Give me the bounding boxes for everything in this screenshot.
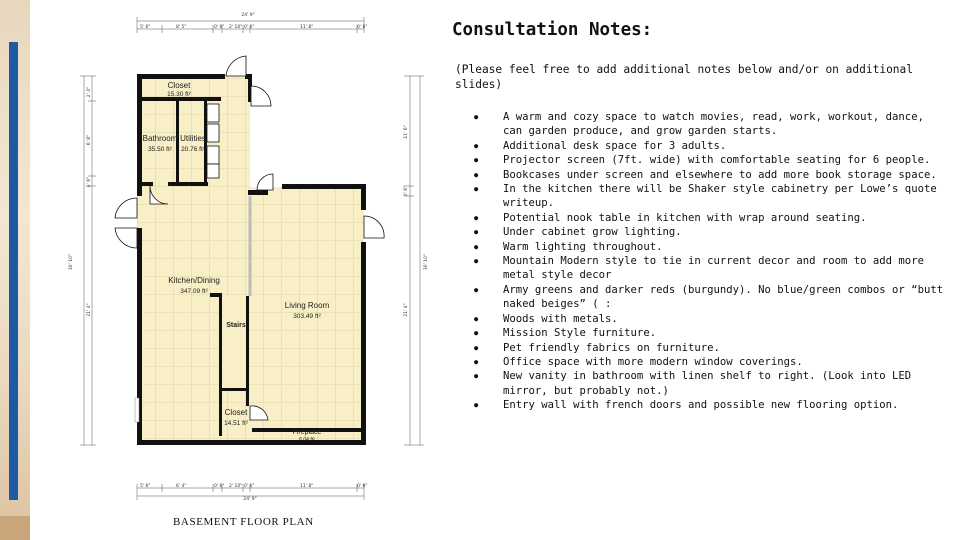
list-item: ● Mission Style furniture. xyxy=(474,326,944,340)
list-item: ● Army greens and darker reds (burgundy). No blue/green combos or “butt naked beiges” ( : xyxy=(474,283,944,312)
closet-top-name: Closet xyxy=(167,81,191,90)
fireplace-name: Fireplace xyxy=(292,429,322,436)
dim-label: 11' 8" xyxy=(300,484,314,489)
notes-list xyxy=(474,110,944,413)
stairs-floor xyxy=(219,296,249,390)
dim-label: 0' 6" xyxy=(214,25,225,30)
dim-label: 0' 6" xyxy=(244,484,255,489)
kitchen-dining-area: 347.09 ft² xyxy=(180,288,208,295)
window xyxy=(135,398,139,422)
kitchen-dining-name: Kitchen/Dining xyxy=(168,276,220,285)
dim-label: 5' 6" xyxy=(140,484,151,489)
dim-label: 8' 5" xyxy=(176,25,187,30)
right-segment-dimensions xyxy=(403,125,409,316)
list-item: ● In the kitchen there will be Shaker style cabinetry per Lowe’s quote writeup. xyxy=(474,182,944,211)
dim-label: 0' 6" xyxy=(244,25,255,30)
closet-bottom-area: 14.51 ft² xyxy=(224,420,248,427)
dim-label: 2' 10" xyxy=(229,484,243,489)
right-overall-dimension: 30' 10" xyxy=(424,253,429,271)
dim-label: 21' 4" xyxy=(87,303,92,317)
notes-title: Consultation Notes: xyxy=(452,20,653,40)
dim-label: 0' 6" xyxy=(87,176,92,188)
closet-doors xyxy=(207,104,219,178)
notes-intro: (Please feel free to add additional notes below and/or on additional slides) xyxy=(455,63,914,91)
list-item: ● Bookcases under screen and elsewhere to add more book storage space. xyxy=(474,168,944,182)
list-item: ● Projector screen (7ft. wide) with comfortable seating for 6 people. xyxy=(474,153,944,167)
bathroom-name: Bathroom xyxy=(142,134,178,143)
utilities-area: 20.76 ft² xyxy=(181,146,205,153)
basement-floor-plan xyxy=(69,8,430,502)
dim-label: 6' 8" xyxy=(87,134,92,146)
dim-label: 0' 6" xyxy=(357,25,368,30)
dim-label: 0' 6" xyxy=(214,484,225,489)
decorative-side-strip xyxy=(0,0,30,540)
list-item: ● Office space with more modern window coverings. xyxy=(474,355,944,369)
wood-accent xyxy=(0,516,30,540)
list-item: ● Pet friendly fabrics on furniture. xyxy=(474,341,944,355)
list-item: ● A warm and cozy space to watch movies, read, work, workout, dance, can garden produce, and grow garden starts. xyxy=(474,110,944,139)
closet-bottom-name: Closet xyxy=(224,408,248,417)
list-item: ● Under cabinet grow lighting. xyxy=(474,225,944,239)
top-overall-dimension: 24' 9" xyxy=(241,13,255,18)
fireplace-area: 6.04 ft² xyxy=(299,437,315,443)
blue-accent-bar xyxy=(9,42,18,500)
list-item: ● Entry wall with french doors and possible new flooring option. xyxy=(474,398,944,412)
dim-label: 21' 4" xyxy=(404,303,409,317)
living-room-name: Living Room xyxy=(284,301,330,310)
left-overall-dimension: 30' 10" xyxy=(69,253,74,271)
dim-label: 2' 4" xyxy=(87,86,92,98)
living-room-area: 303.49 ft² xyxy=(293,313,321,320)
list-item: ● Warm lighting throughout. xyxy=(474,240,944,254)
list-item: ● Potential nook table in kitchen with wrap around seating. xyxy=(474,211,944,225)
dim-label: 0' 6" xyxy=(404,185,409,197)
list-item: ● New vanity in bathroom with linen shelf to right. (Look into LED mirror, but probably not.) xyxy=(474,369,944,398)
dim-label: 11' 8" xyxy=(300,25,314,30)
stairs-name: Stairs xyxy=(226,322,246,329)
bottom-overall-dimension: 24' 9" xyxy=(243,497,257,502)
list-item: ● Woods with metals. xyxy=(474,312,944,326)
list-item: ● Additional desk space for 3 adults. xyxy=(474,139,944,153)
dim-label: 6' 4" xyxy=(176,484,187,489)
list-item: ● Mountain Modern style to tie in current decor and room to add more metal style decor xyxy=(474,254,944,283)
dim-label: 2' 10" xyxy=(229,25,243,30)
bathroom-area: 35.50 ft² xyxy=(148,146,172,153)
utilities-name: Utilities xyxy=(180,134,206,143)
dim-label: 0' 6" xyxy=(357,484,368,489)
closet-top-area: 15.30 ft² xyxy=(167,91,191,98)
plan-caption: BASEMENT FLOOR PLAN xyxy=(173,516,314,528)
left-dimension-lines xyxy=(80,76,96,445)
left-segment-dimensions xyxy=(86,87,92,317)
dim-label: 5' 6" xyxy=(140,25,151,30)
dim-label: 11' 6" xyxy=(404,125,409,139)
